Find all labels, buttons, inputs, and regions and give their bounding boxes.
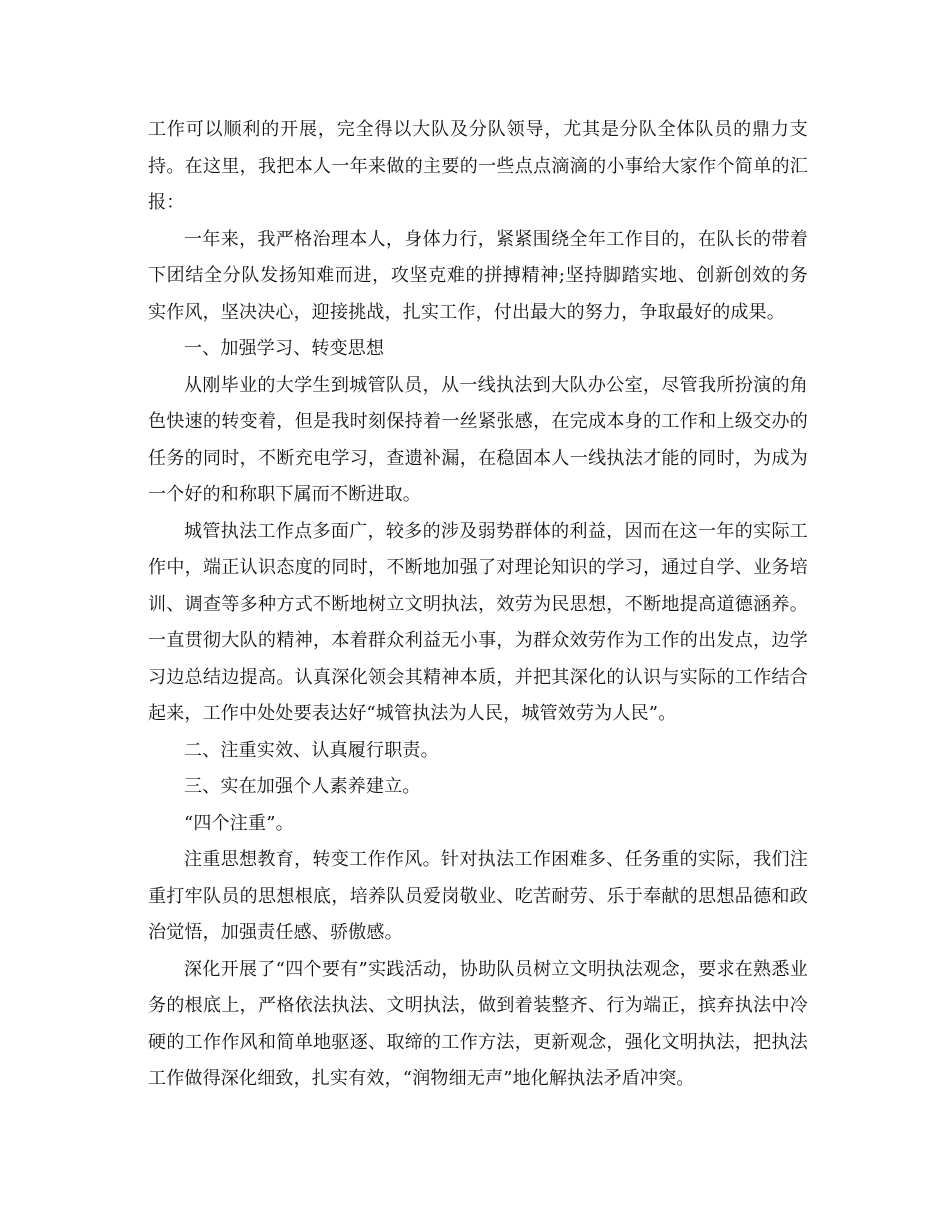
paragraph-2: 一年来，我严格治理本人，身体力行，紧紧围绕全年工作目的，在队长的带着下团结全分队发扬知难而进，攻坚克难的拼搏精神;坚持脚踏实地、创新创效的务实作风，坚决决心，迎接挑战，扎实工作，付出最大的努力，争取最好的成果。 <box>148 228 808 323</box>
paragraph-1: 工作可以顺利的开展，完全得以大队及分队领导，尤其是分队全体队员的鼎力支持。在这里，我把本人一年来做的主要的一些点点滴滴的小事给大家作个简单的汇报： <box>148 119 808 213</box>
document-body <box>148 112 808 1098</box>
subheading-four-emphases: “四个注重”。 <box>184 812 294 834</box>
section-heading-1: 一、加强学习、转变思想 <box>184 338 385 359</box>
paragraph-5: 注重思想教育，转变工作作风。针对执法工作困难多、任务重的实际，我们注重打牢队员的思想根底，培养队员爱岗敬业、吃苦耐劳、乐于奉献的思想品德和政治觉悟，加强责任感、骄傲感。 <box>148 849 808 943</box>
paragraph-3: 从刚毕业的大学生到城管队员，从一线执法到大队办公室，尽管我所扮演的角色快速的转变着，但是我时刻保持着一丝紧张感，在完成本身的工作和上级交办的任务的同时，不断充电学习，查遗补漏，在稳固本人一线执法才能的同时，为成为一个好的和称职下属而不断进取。 <box>148 374 808 505</box>
paragraph-4: 城管执法工作点多面广，较多的涉及弱势群体的利益，因而在这一年的实际工作中，端正认识态度的同时，不断地加强了对理论知识的学习，通过自学、业务培训、调查等多种方式不断地树立文明执法，效劳为民思想，不断地提高道德涵养。一直贯彻大队的精神，本着群众利益无小事，为群众效劳作为工作的出发点，边学习边总结边提高。认真深化领会其精神本质，并把其深化的认识与实际的工作结合起来，工作中处处要表达好“城管执法为人民，城管效劳为人民”。 <box>148 520 808 724</box>
section-heading-3: 三、实在加强个人素养建立。 <box>184 776 421 797</box>
paragraph-6: 深化开展了“四个要有”实践活动，协助队员树立文明执法观念，要求在熟悉业务的根底上，严格依法执法、文明执法，做到着装整齐、行为端正，摈弃执法中冷硬的工作作风和简单地驱逐、取缔的工作方法，更新观念，强化文明执法，把执法工作做得深化细致，扎实有效，“润物细无声”地化解执法矛盾冲突。 <box>148 958 808 1089</box>
section-heading-2: 二、注重实效、认真履行职责。 <box>184 739 439 761</box>
